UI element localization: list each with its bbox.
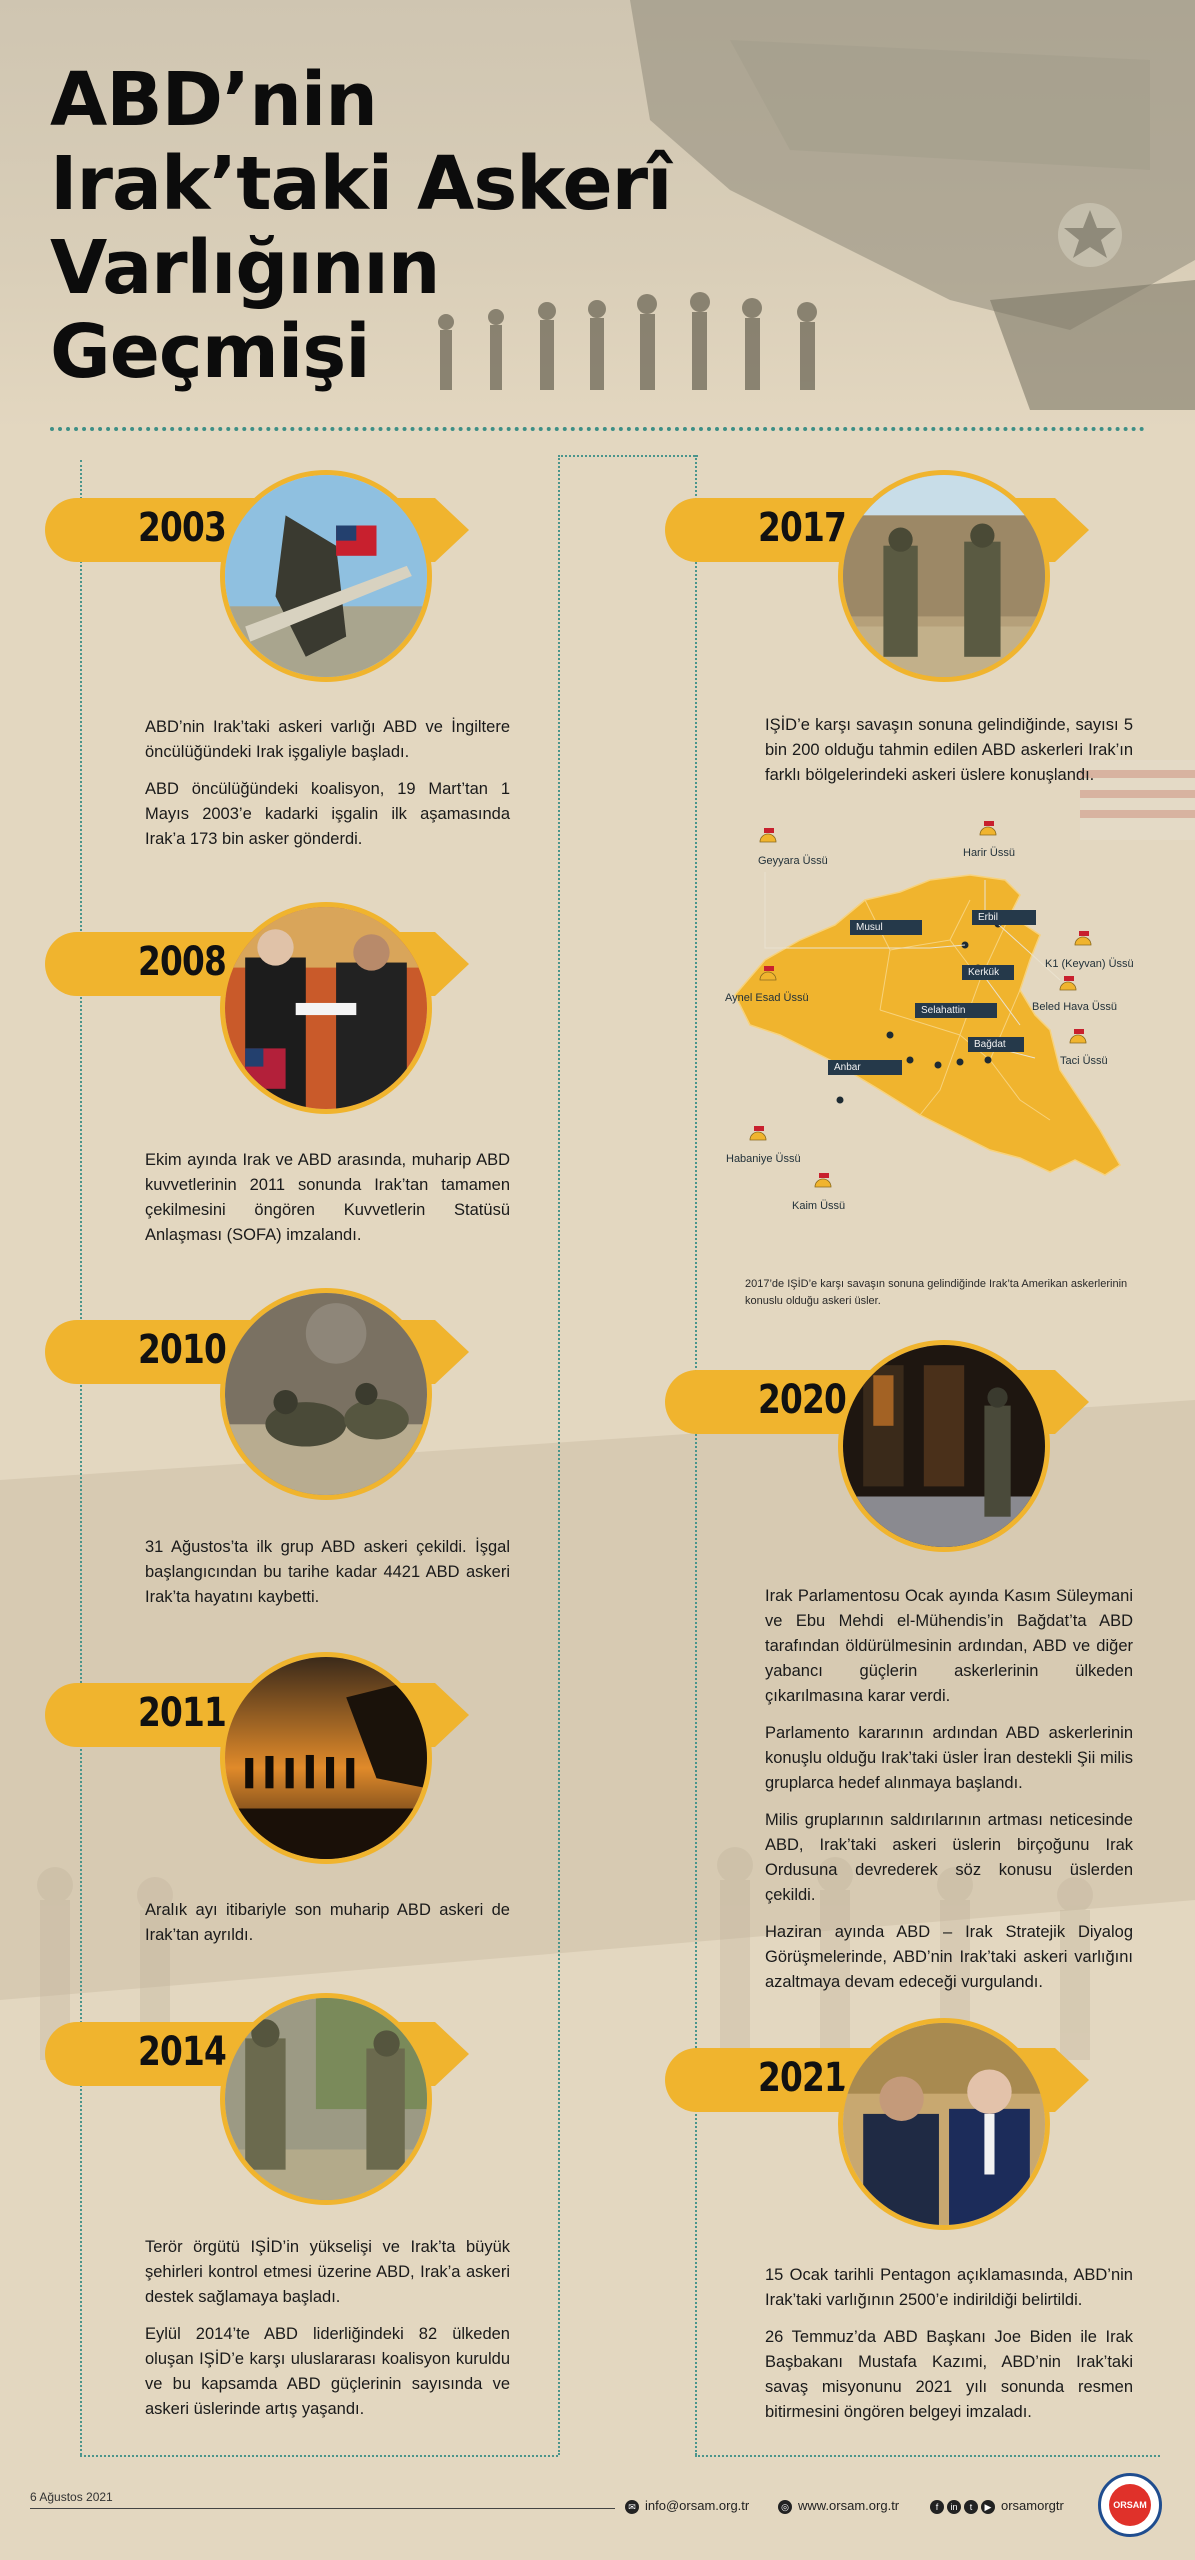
photo-2014 — [220, 1993, 432, 2205]
year-label-2017: 2017 — [758, 505, 847, 551]
year-label-2011: 2011 — [138, 1690, 227, 1736]
text-2020-p2: Parlamento kararının ardından ABD askerlerinin konuşlu olduğu Irak’taki üsler İran destekli Şii milis gruplarca hedef alınmaya başlandı. — [765, 1724, 1133, 1792]
photo-2020 — [838, 1340, 1050, 1552]
photo-2011 — [220, 1652, 432, 1864]
right-column-bottom-line — [695, 2455, 1160, 2457]
base-label-habaniye: Habaniye Üssü — [726, 1153, 801, 1165]
title-line-4: Geçmişi — [50, 309, 370, 395]
text-2020-p1: Irak Parlamentosu Ocak ayında Kasım Süleymani ve Ebu Mehdi el-Mühendis’in Bağdat’ta ABD tarafından öldürülmesinin ardından, ABD ve diğer yabancı güçlerin askerlerinin ülkeden çıkarılmasına karar verdi. — [765, 1587, 1133, 1705]
linkedin-icon[interactable]: in — [947, 2500, 961, 2514]
text-2010-p1: 31 Ağustos’ta ilk grup ABD askeri çekildi. İşgal başlangıcından bu tarihe kadar 4421 ABD askeri Irak’ta hayatını kaybetti. — [145, 1538, 510, 1606]
footer-social-text: orsamorgtr — [1001, 2498, 1064, 2513]
globe-icon: ◎ — [778, 2500, 792, 2514]
signing-ceremony-image — [225, 907, 427, 1109]
year-label-2021: 2021 — [758, 2055, 847, 2101]
title-line-3: Varlığının — [50, 225, 440, 311]
text-2020-p3: Milis gruplarının saldırılarının artması neticesinde ABD, Irak’taki askeri üslerin birçoğunu Irak Ordusuna devrederek söz konusu üslerden çekildi. — [765, 1811, 1133, 1904]
footer-email[interactable] — [625, 2498, 749, 2514]
base-label-taci: Taci Üssü — [1060, 1055, 1108, 1067]
title-line-1: ABD’nin — [50, 57, 377, 143]
mail-icon: ✉ — [625, 2500, 639, 2514]
text-2008 — [145, 1148, 510, 1260]
footer-date: 6 Ağustos 2021 — [30, 2490, 113, 2504]
page-title — [50, 58, 672, 394]
youtube-icon[interactable]: ▶ — [981, 2500, 995, 2514]
statue-flag-image — [225, 475, 427, 677]
footer-divider — [30, 2508, 615, 2509]
base-icons — [720, 820, 1160, 1240]
city-label-kerkuk: Kerkük — [962, 965, 1014, 980]
city-label-bagdat: Bağdat — [968, 1037, 1024, 1052]
city-label-erbil: Erbil — [972, 910, 1036, 925]
year-label-2020: 2020 — [758, 1377, 847, 1423]
footer-email-text: info@orsam.org.tr — [645, 2498, 750, 2513]
right-column-line-left — [695, 455, 697, 2455]
sunset-soldiers-image — [225, 1657, 427, 1859]
text-2021-p2: 26 Temmuz’da ABD Başkanı Joe Biden ile Irak Başbakanı Mustafa Kazımi, ABD’nin Irak’taki savaş misyonunu 2021 yılı sonunda resmen bitirmesini öngören belgeyi imzaladı. — [765, 2328, 1133, 2421]
text-2020 — [765, 1584, 1133, 2007]
left-column-line-right — [558, 455, 560, 2455]
text-2014 — [145, 2235, 510, 2434]
base-label-beled: Beled Hava Üssü — [1032, 1001, 1117, 1013]
base-label-kaim: Kaim Üssü — [792, 1200, 846, 1212]
text-2021 — [765, 2263, 1133, 2437]
text-2011-p1: Aralık ayı itibariyle son muharip ABD askeri de Irak’tan ayrıldı. — [145, 1901, 510, 1944]
twitter-icon[interactable]: t — [964, 2500, 978, 2514]
year-label-2003: 2003 — [138, 505, 227, 551]
title-line-2: Irak’taki Askerî — [50, 141, 672, 227]
text-2008-p1: Ekim ayında Irak ve ABD arasında, muharip ABD kuvvetlerinin 2011 sonunda Irak’tan tamamen çekilmesini öngören Kuvvetlerin Statüsü Anlaşması (SOFA) imzalandı. — [145, 1151, 510, 1244]
iraq-bases-map — [720, 820, 1160, 1240]
orsam-logo-text: ORSAM — [1109, 2484, 1151, 2526]
map-caption: 2017’de IŞİD’e karşı savaşın sonuna gelindiğinde Irak’ta Amerikan askerlerinin konuslu olduğu askeri üsler. — [745, 1278, 1128, 1307]
text-2010 — [145, 1535, 510, 1622]
year-label-2010: 2010 — [138, 1327, 227, 1373]
photo-2010 — [220, 1288, 432, 1500]
text-2017 — [765, 713, 1133, 800]
photo-2003 — [220, 470, 432, 682]
photo-2008 — [220, 902, 432, 1114]
photo-2017 — [838, 470, 1050, 682]
city-label-musul: Musul — [850, 920, 922, 935]
base-label-geyyara: Geyyara Üssü — [758, 855, 828, 867]
text-2020-p4: Haziran ayında ABD – Irak Stratejik Diyalog Görüşmelerinde, ABD’nin Irak’taki askeri varlığını azaltmaya devam edeceği vurgulandı. — [765, 1923, 1133, 1991]
base-label-aynel-esad: Aynel Esad Üssü — [725, 992, 809, 1004]
text-2014-p2: Eylül 2014’te ABD liderliğindeki 82 ülkeden oluşan IŞİD’e karşı uluslararası koalisyon kuruldu ve bu kapsamda ABD güçlerinin sayısında ve askeri üslerinde artış yaşandı. — [145, 2325, 510, 2418]
base-label-k1: K1 (Keyvan) Üssü — [1045, 958, 1134, 970]
text-2021-p1: 15 Ocak tarihli Pentagon açıklamasında, ABD’nin Irak’taki varlığının 2500’e indirildiği belirtildi. — [765, 2266, 1133, 2309]
footer-social[interactable] — [930, 2498, 1064, 2514]
text-2014-p1: Terör örgütü IŞİD’in yükselişi ve Irak’ta büyük şehirleri kontrol etmesi üzerine ABD, Irak’a askeri destek sağlamaya başladı. — [145, 2238, 510, 2306]
year-label-2008: 2008 — [138, 939, 227, 985]
left-column-bottom-line — [80, 2455, 558, 2457]
footer-website[interactable] — [778, 2498, 899, 2514]
leaders-meeting-image — [843, 2023, 1045, 2225]
text-2017-p1: IŞİD’e karşı savaşın sonuna gelindiğinde, sayısı 5 bin 200 olduğu tahmin edilen ABD askerleri Irak’ın farklı bölgelerindeki askeri üslere konuşlandı. — [765, 716, 1133, 784]
title-divider — [50, 427, 1145, 431]
base-label-harir: Harir Üssü — [963, 847, 1015, 859]
orsam-logo — [1098, 2473, 1162, 2537]
right-column-line-top — [558, 455, 698, 457]
text-2003 — [145, 715, 510, 864]
text-2003-p2: ABD öncülüğündeki koalisyon, 19 Mart’tan 1 Mayıs 2003’e kadarki işgalin ilk aşamasında Irak’a 173 bin asker gönderdi. — [145, 780, 510, 848]
facebook-icon[interactable]: f — [930, 2500, 944, 2514]
soldiers-wall-image — [843, 475, 1045, 677]
burned-building-image — [843, 1345, 1045, 1547]
text-2011 — [145, 1898, 510, 1960]
patrol-soldiers-image — [225, 1998, 427, 2200]
left-column-line — [80, 460, 82, 2455]
city-label-selahattin: Selahattin — [915, 1003, 997, 1018]
text-2003-p1: ABD’nin Irak’taki askeri varlığı ABD ve İngiltere öncülüğündeki Irak işgaliyle başladı. — [145, 718, 510, 761]
soldiers-combat-image — [225, 1293, 427, 1495]
city-label-anbar: Anbar — [828, 1060, 902, 1075]
footer-website-text: www.orsam.org.tr — [798, 2498, 900, 2513]
photo-2021 — [838, 2018, 1050, 2230]
year-label-2014: 2014 — [138, 2029, 227, 2075]
